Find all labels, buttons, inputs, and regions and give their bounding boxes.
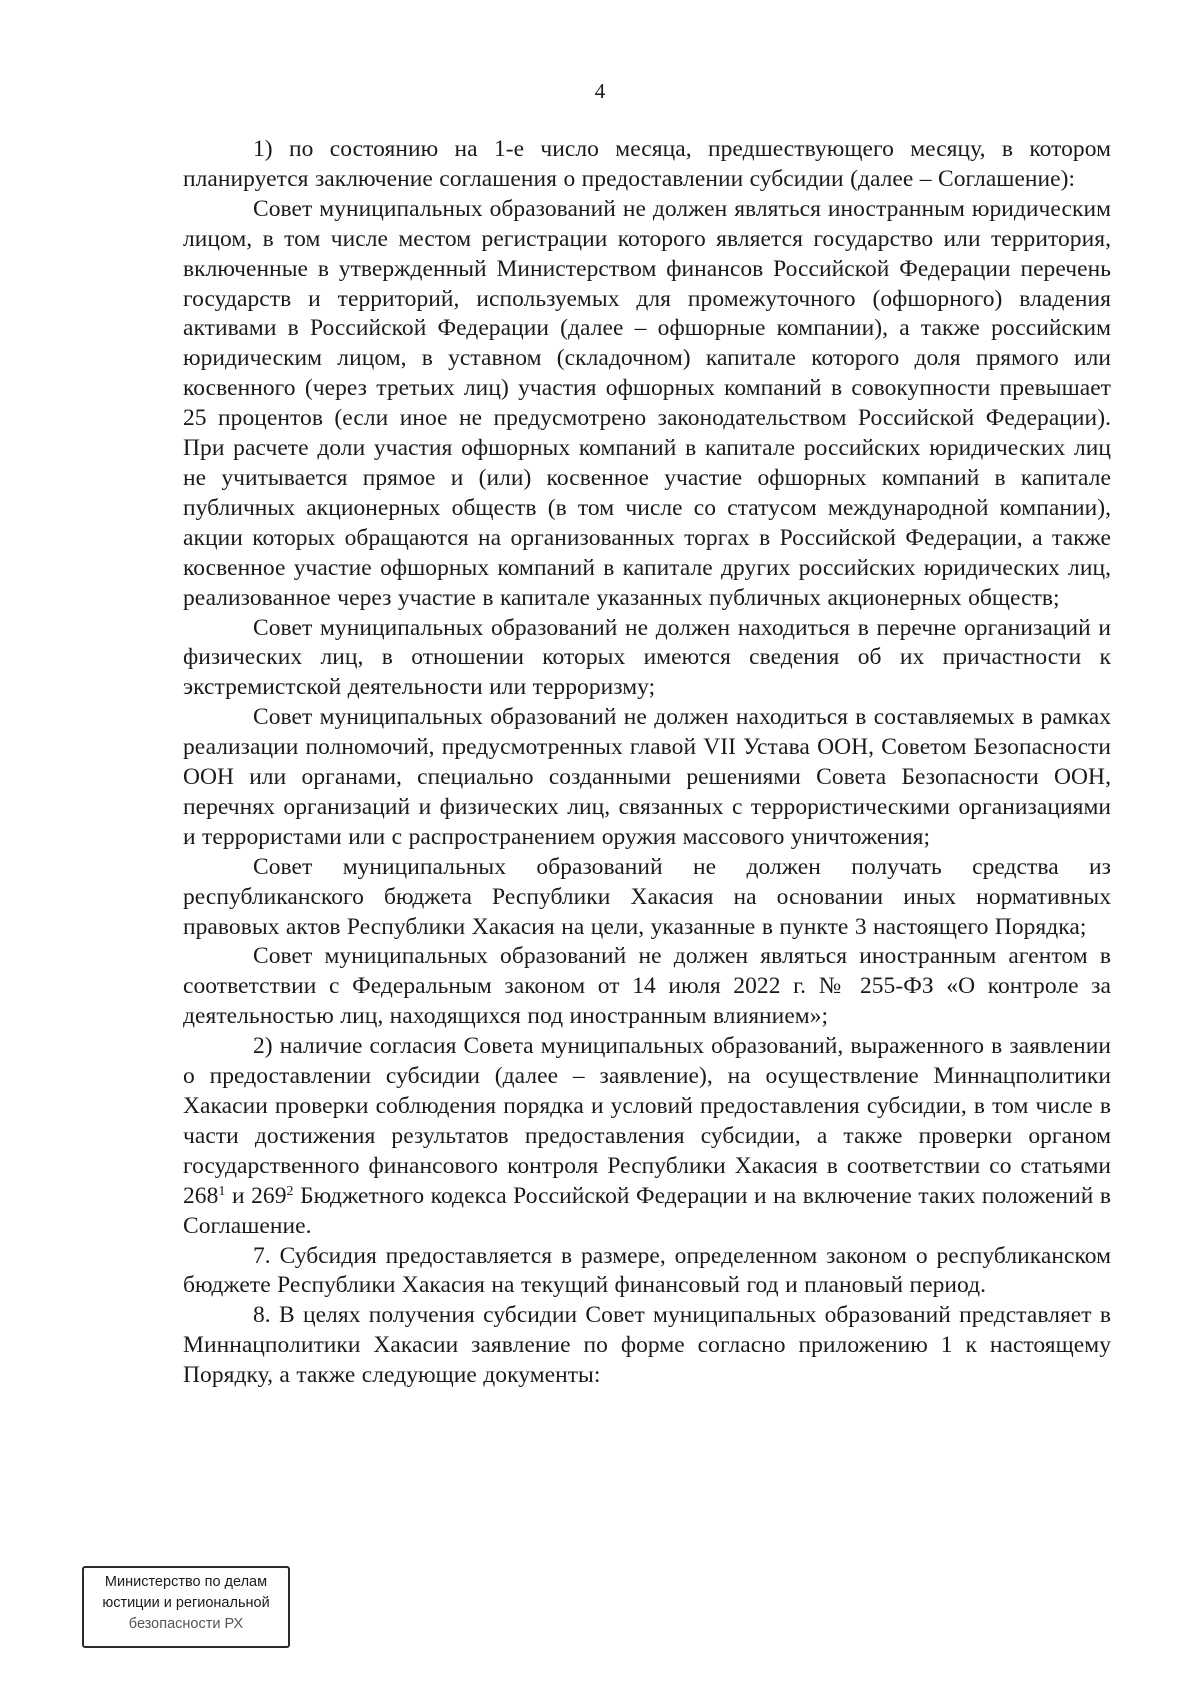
paragraph-offshore-requirement: Совет муниципальных образований не должен являться иностранным юридическим лицом, в том числе местом регистрации которого является государство или территория, включенные в утвержденный Министерством финансов Российской Федерации перечень государств и территорий, используемых для промежуточного (офшорного) владения активами в Российской Федерации (далее – офшорные компании), а также российским юридическим лицом, в уставном (складочном) капитале которого доля прямого или косвенного (через третьих лиц) участия офшорных компаний в совокупности превышает 25 процентов (если иное не предусмотрено законодательством Российской Федерации). При расчете доли участия офшорных компаний в капитале российских юридических лиц не учитывается прямое и (или) косвенное участие офшорных компаний в капитале публичных акционерных обществ (в том числе со статусом международной компании), акции которых обращаются на организованных торгах в Российской Федерации, а также косвенное участие офшорных компаний в капитале других российских юридических лиц, реализованное через участие в капитале указанных публичных акционерных обществ; [183, 195, 1111, 611]
paragraph-item-2-consent [183, 1032, 1111, 1241]
paragraph-item-1: 1) по состоянию на 1-е число месяца, предшествующего месяцу, в котором планируется заключение соглашения о предоставлении субсидии (далее – Соглашение): [183, 136, 1111, 192]
paragraph-clause-8: 8. В целях получения субсидии Совет муниципальных образований представляет в Миннацполитики Хакасии заявление по форме согласно приложению 1 к настоящему Порядку, а также следующие документы: [183, 1302, 1111, 1389]
paragraph-extremism-requirement: Совет муниципальных образований не должен находиться в перечне организаций и физических лиц, в отношении которых имеются сведения об их причастности к экстремистской деятельности или терроризму; [183, 614, 1111, 701]
paragraph-clause-7: 7. Субсидия предоставляется в размере, определенном законом о республиканском бюджете Республики Хакасия на текущий финансовый год и плановый период. [183, 1242, 1111, 1299]
paragraph-item-2-text-middle: и 269 [225, 1182, 287, 1209]
paragraph-item-2-text-start: 2) наличие согласия Совета муниципальных образований, выраженного в заявлении о предоставлении субсидии (далее – заявление), на осуществление Миннацполитики Хакасии проверки соблюдения порядка и условий предоставления субсидии, в том числе в части достижения результатов предоставления субсидии, а также проверки органом государственного финансового контроля Республики Хакасия в соответствии со статьями 268 [183, 1033, 1111, 1209]
stamp-line-1: Министерство по делам [104, 1574, 268, 1590]
superscript-article-268: 1 [218, 1183, 226, 1199]
paragraph-item-2-text-end: Бюджетного кодекса Российской Федерации и на включение таких положений в Соглашение. [183, 1182, 1111, 1239]
superscript-article-269: 2 [286, 1183, 294, 1199]
paragraph-foreign-agent-requirement: Совет муниципальных образований не должен являться иностранным агентом в соответствии с Федеральным законом от 14 июля 2022 г. № 255-ФЗ «О контроле за деятельностью лиц, находящихся под иностранным влиянием»; [183, 943, 1111, 1030]
paragraph-un-sanctions-requirement: Совет муниципальных образований не должен находиться в составляемых в рамках реализации полномочий, предусмотренных главой VII Устава ООН, Советом Безопасности ООН или органами, специально созданными решениями Совета Безопасности ООН, перечнях организаций и физических лиц, связанных с террористическими организациями и террористами или с распространением оружия массового уничтожения; [183, 704, 1111, 850]
stamp-line-3: безопасности РХ [128, 1616, 244, 1632]
page-number: 4 [594, 79, 606, 103]
ministry-stamp [82, 1566, 290, 1648]
document-body [183, 135, 1111, 1391]
paragraph-budget-funds-requirement: Совет муниципальных образований не должен получать средства из республиканского бюджета Республики Хакасия на основании иных нормативных правовых актов Республики Хакасия на цели, указанные в пункте 3 настоящего Порядка; [183, 853, 1111, 940]
stamp-line-2: юстиции и региональной [102, 1595, 270, 1611]
